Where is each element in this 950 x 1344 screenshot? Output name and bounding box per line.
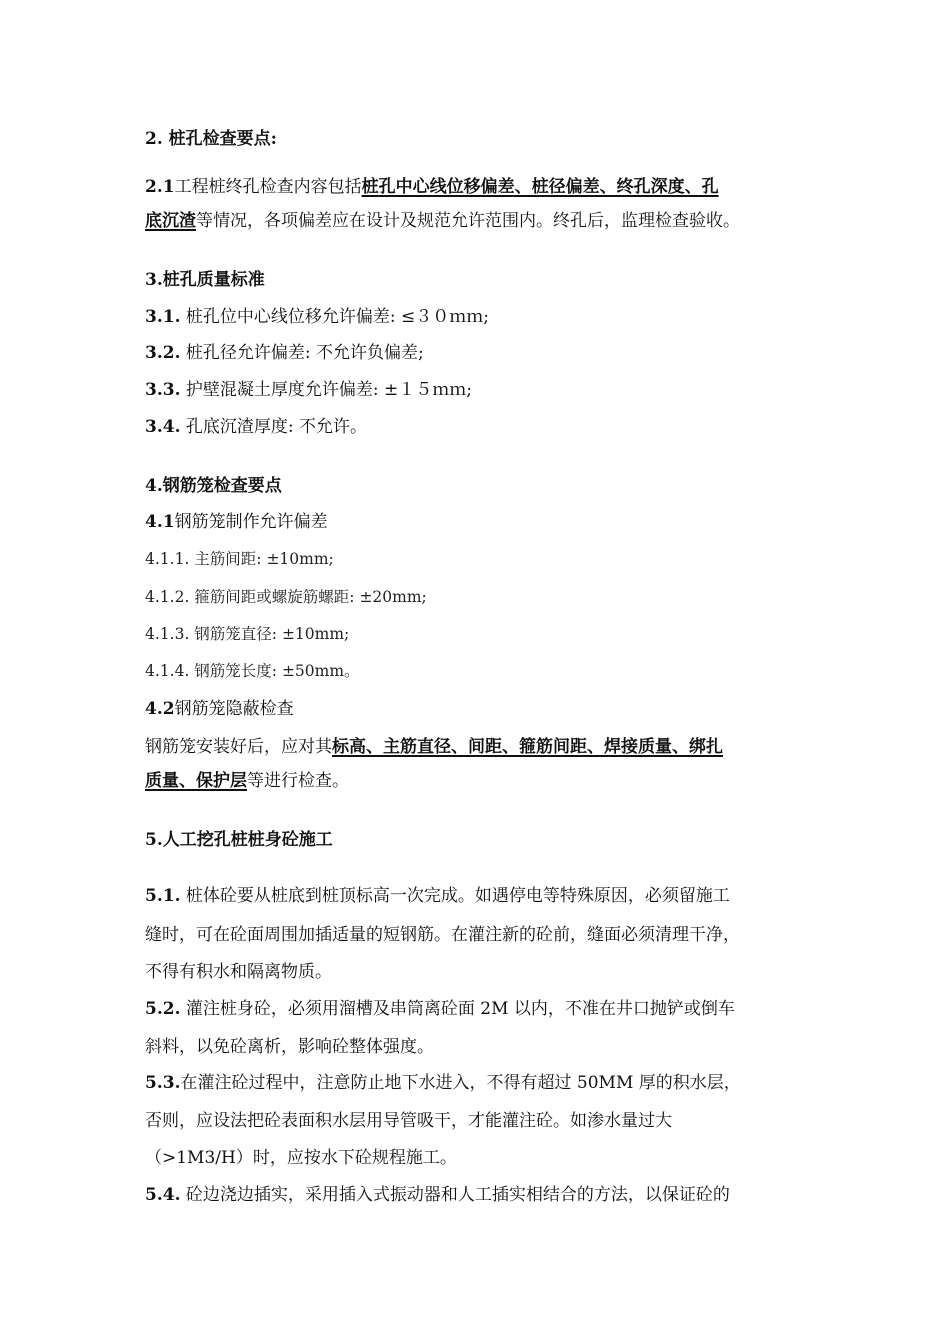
item-number: 3.2. bbox=[145, 343, 181, 363]
list-item: 4.1.3. 钢筋笼直径: ±10mm; bbox=[145, 625, 350, 643]
section-5-3-line-1 bbox=[145, 1071, 741, 1095]
underlined-text: 桩孔中心线位移偏差、桩径偏差、终孔深度、孔 bbox=[361, 177, 719, 197]
underlined-text: 质量、保护层 bbox=[145, 771, 247, 791]
section-4-heading: 4.钢筋笼检查要点 bbox=[145, 476, 282, 496]
para-text: 等情况，各项偏差应在设计及规范允许范围内。终孔后，监理检查验收。 bbox=[196, 211, 740, 231]
section-5-1-line-1 bbox=[145, 884, 730, 908]
item-number: 3.1. bbox=[145, 307, 181, 327]
item-number: 3.3. bbox=[145, 380, 181, 400]
item-text: 护壁混凝土厚度允许偏差: ±１５ｍｍ; bbox=[185, 380, 473, 400]
section-2-para-line-2 bbox=[145, 209, 740, 233]
section-5-2-line-1 bbox=[145, 997, 735, 1021]
list-item bbox=[145, 378, 472, 402]
item-number: 4.2 bbox=[145, 699, 175, 719]
section-5-3-line-2: 否则，应设法把砼表面积水层用导管吸干，才能灌注砼。如渗水量过大 bbox=[145, 1111, 672, 1131]
list-item: 4.1.4. 钢筋笼长度: ±50mm。 bbox=[145, 662, 360, 680]
para-text: 灌注桩身砼，必须用溜槽及串筒离砼面 2M 以内，不准在井口抛铲或倒车 bbox=[185, 999, 735, 1019]
section-5-2-line-2: 斜料，以免砼离析，影响砼整体强度。 bbox=[145, 1037, 434, 1057]
underlined-text: 底沉渣 bbox=[145, 211, 196, 231]
para-text: 钢筋笼安装好后，应对其 bbox=[145, 737, 332, 757]
item-text: 桩孔位中心线位移允许偏差: ≤３０ｍｍ; bbox=[185, 307, 490, 327]
item-number: 3.4. bbox=[145, 417, 181, 437]
para-text: 桩体砼要从桩底到桩顶标高一次完成。如遇停电等特殊原因，必须留施工 bbox=[185, 886, 730, 906]
list-item bbox=[145, 305, 489, 329]
list-item: 4.1.2. 箍筋间距或螺旋筋螺距: ±20mm; bbox=[145, 588, 427, 606]
item-text: 桩孔径允许偏差: 不允许负偏差; bbox=[185, 343, 424, 363]
item-number: 5.4. bbox=[145, 1185, 181, 1205]
list-item: 4.1.1. 主筋间距: ±10mm; bbox=[145, 550, 334, 568]
section-2-para-line-1 bbox=[145, 175, 719, 199]
item-number: 5.1. bbox=[145, 886, 181, 906]
list-item bbox=[145, 415, 367, 439]
item-number: 5.3. bbox=[145, 1073, 181, 1093]
section-4-para-line-2 bbox=[145, 769, 349, 793]
section-3-heading: 3.桩孔质量标准 bbox=[145, 270, 265, 290]
item-text: 钢筋笼制作允许偏差 bbox=[174, 512, 328, 532]
list-item bbox=[145, 341, 424, 365]
item-number: 5.2. bbox=[145, 999, 181, 1019]
section-5-3-line-3: （>1M3/H）时，应按水下砼规程施工。 bbox=[145, 1148, 457, 1168]
item-number: 4.1 bbox=[145, 512, 175, 532]
section-5-4-line-1 bbox=[145, 1183, 730, 1207]
para-text: 在灌注砼过程中，注意防止地下水进入，不得有超过 50MM 厚的积水层， bbox=[180, 1073, 741, 1093]
section-5-1-line-2: 缝时，可在砼面周围加插适量的短钢筋。在灌注新的砼前，缝面必须清理干净， bbox=[145, 925, 740, 945]
section-5-1-line-3: 不得有积水和隔离物质。 bbox=[145, 962, 332, 982]
subsection-4-1 bbox=[145, 510, 328, 534]
para-text: 工程桩终孔检查内容包括 bbox=[174, 177, 362, 197]
section-5-heading: 5.人工挖孔桩桩身砼施工 bbox=[145, 830, 333, 850]
subsection-4-2 bbox=[145, 697, 294, 721]
para-text: 等进行检查。 bbox=[247, 771, 349, 791]
para-number: 2.1 bbox=[145, 177, 175, 197]
item-text: 孔底沉渣厚度: 不允许。 bbox=[185, 417, 368, 437]
section-2-heading: 2. 桩孔检查要点: bbox=[145, 129, 277, 149]
para-text: 砼边浇边插实，采用插入式振动器和人工插实相结合的方法，以保证砼的 bbox=[185, 1185, 730, 1205]
section-4-para-line-1 bbox=[145, 735, 723, 759]
underlined-text: 标高、主筋直径、间距、箍筋间距、焊接质量、绑扎 bbox=[332, 737, 723, 757]
item-text: 钢筋笼隐蔽检查 bbox=[174, 699, 294, 719]
